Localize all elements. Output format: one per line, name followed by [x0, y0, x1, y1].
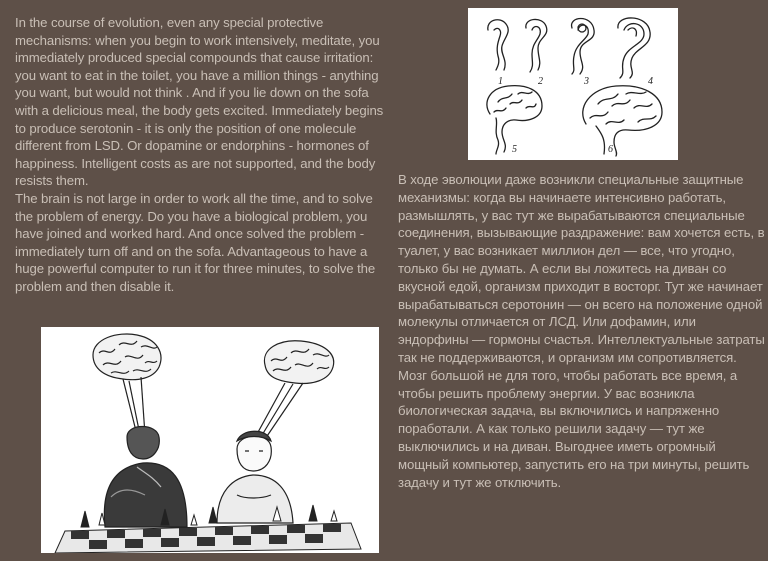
russian-paragraph-1: В ходе эволюции даже возникли специальные защитные механизмы: когда вы начинаете интенсивно работать, размышлять, у вас тут же вырабатываются специальные соединения, вызывающие раздражение: вам хочется есть, в туалет, у вас возникает миллион дел — все, что угодно, только бы не думать. А если вы ложитесь на диван со вкусной едой, организм приходит в восторг. Тут же начинает вырабатываться серотонин — он всего на положение одной молекулы отличается от ЛСД. Или дофамин, или эндорфины — гормоны счастья. Интеллектуальные затраты так не поддерживаются, и организм им сопротивляется. [398, 172, 765, 365]
right-chess-player [217, 431, 293, 523]
english-text-block [15, 14, 393, 296]
russian-paragraph-2: Мозг большой не для того, чтобы работать все время, а чтобы решить проблему энергии. У вас возникла биологическая задача, вы включились и напряженно поработали. А как только решили задачу — тут же выключились и на диван. Выгоднее иметь огромный мощный компьютер, запустить его на три минуты, решить задачу и тут же отключить. [398, 367, 750, 490]
english-paragraph-2: The brain is not large in order to work all the time, and to solve the problem of energy. Do you have a biological problem, you have joined and worked hard. And once solved the problem - immediately turn off and on the sofa. Advantageous to have a huge powerful computer to run it for three minutes, to solve the problem and then disable it. [15, 190, 376, 294]
russian-text-block [398, 171, 766, 491]
chess-players-figure [41, 327, 379, 553]
left-chess-player [104, 427, 187, 528]
stage-label-2: 2 [538, 76, 543, 87]
stage-label-1: 1 [498, 76, 503, 87]
left-brain-drawing [93, 334, 161, 380]
stage-label-3: 3 [584, 76, 589, 87]
brain-evolution-illustration [468, 8, 678, 160]
embryo-stage-3 [572, 19, 595, 75]
brain-evolution-figure [468, 8, 678, 160]
stage-label-4: 4 [648, 76, 653, 87]
right-brain-drawing [264, 341, 333, 384]
english-paragraph-1: In the course of evolution, even any special protective mechanisms: when you begin to work intensively, meditate, you immediately produced special compounds that cause irritation: you want to eat in the toilet, you have a million things - anything you want, but would not think . And if you lie down on the sofa with a delicious meal, the body gets excited. Immediately begins to produce serotonin - it is only the position of one molecule different from LSD. Or dopamine or endorphins - hormones of happiness. Intelligent costs as are not supported, and the body resists them. [15, 15, 384, 189]
stage-label-5: 5 [512, 144, 517, 155]
brain-stage-5 [487, 86, 542, 152]
stage-label-6: 6 [608, 144, 613, 155]
chess-players-illustration [41, 327, 379, 553]
chess-board [55, 523, 361, 553]
